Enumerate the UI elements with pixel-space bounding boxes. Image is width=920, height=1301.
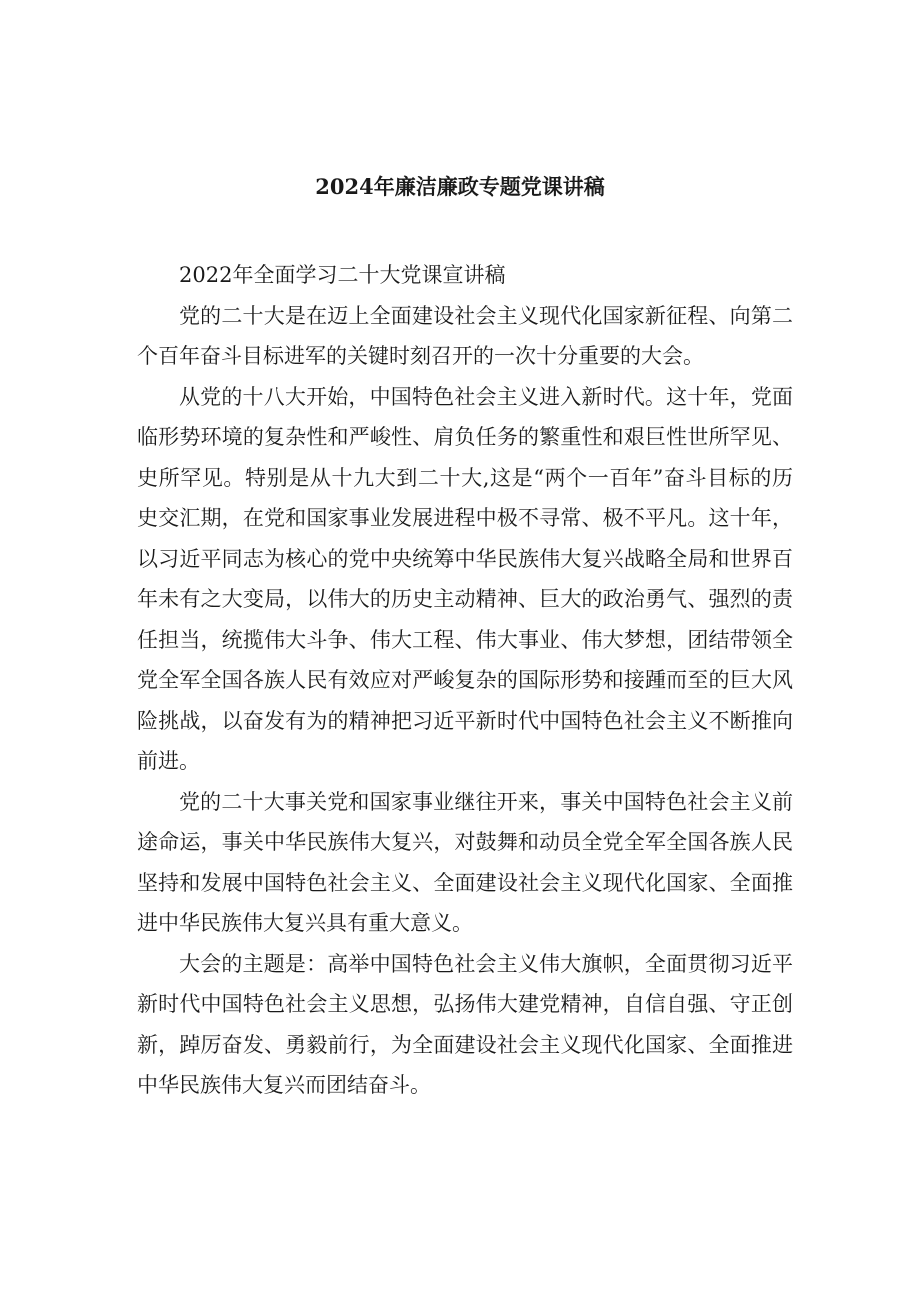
document-title: 2024年廉洁廉政专题党课讲稿 bbox=[315, 174, 605, 199]
document-body bbox=[137, 255, 793, 1106]
paragraph: 党的二十大事关党和国家事业继往开来，事关中国特色社会主义前途命运，事关中华民族伟大复兴，对鼓舞和动员全党全军全国各族人民坚持和发展中国特色社会主义、全面建设社会主义现代化国家、全面推进中华民族伟大复兴具有重大意义。 bbox=[137, 789, 793, 935]
paragraph: 党的二十大是在迈上全面建设社会主义现代化国家新征程、向第二个百年奋斗目标进军的关键时刻召开的一次十分重要的大会。 bbox=[137, 303, 793, 368]
paragraph: 从党的十八大开始，中国特色社会主义进入新时代。这十年，党面临形势环境的复杂性和严峻性、肩负任务的繁重性和艰巨性世所罕见、史所罕见。特别是从十九大到二十大,这是“两个一百年”奋斗目标的历史交汇期，在党和国家事业发展进程中极不寻常、极不平凡。这十年，以习近平同志为核心的党中央统筹中华民族伟大复兴战略全局和世界百年未有之大变局，以伟大的历史主动精神、巨大的政治勇气、强烈的责任担当，统揽伟大斗争、伟大工程、伟大事业、伟大梦想，团结带领全党全军全国各族人民有效应对严峻复杂的国际形势和接踵而至的巨大风险挑战，以奋发有为的精神把习近平新时代中国特色社会主义不断推向前进。 bbox=[137, 384, 793, 773]
paragraph: 大会的主题是：高举中国特色社会主义伟大旗帜，全面贯彻习近平新时代中国特色社会主义思想，弘扬伟大建党精神，自信自强、守正创新，踔厉奋发、勇毅前行，为全面建设社会主义现代化国家、全面推进中华民族伟大复兴而团结奋斗。 bbox=[137, 951, 793, 1097]
paragraph-subheading: 2022年全面学习二十大党课宣讲稿 bbox=[179, 263, 506, 287]
